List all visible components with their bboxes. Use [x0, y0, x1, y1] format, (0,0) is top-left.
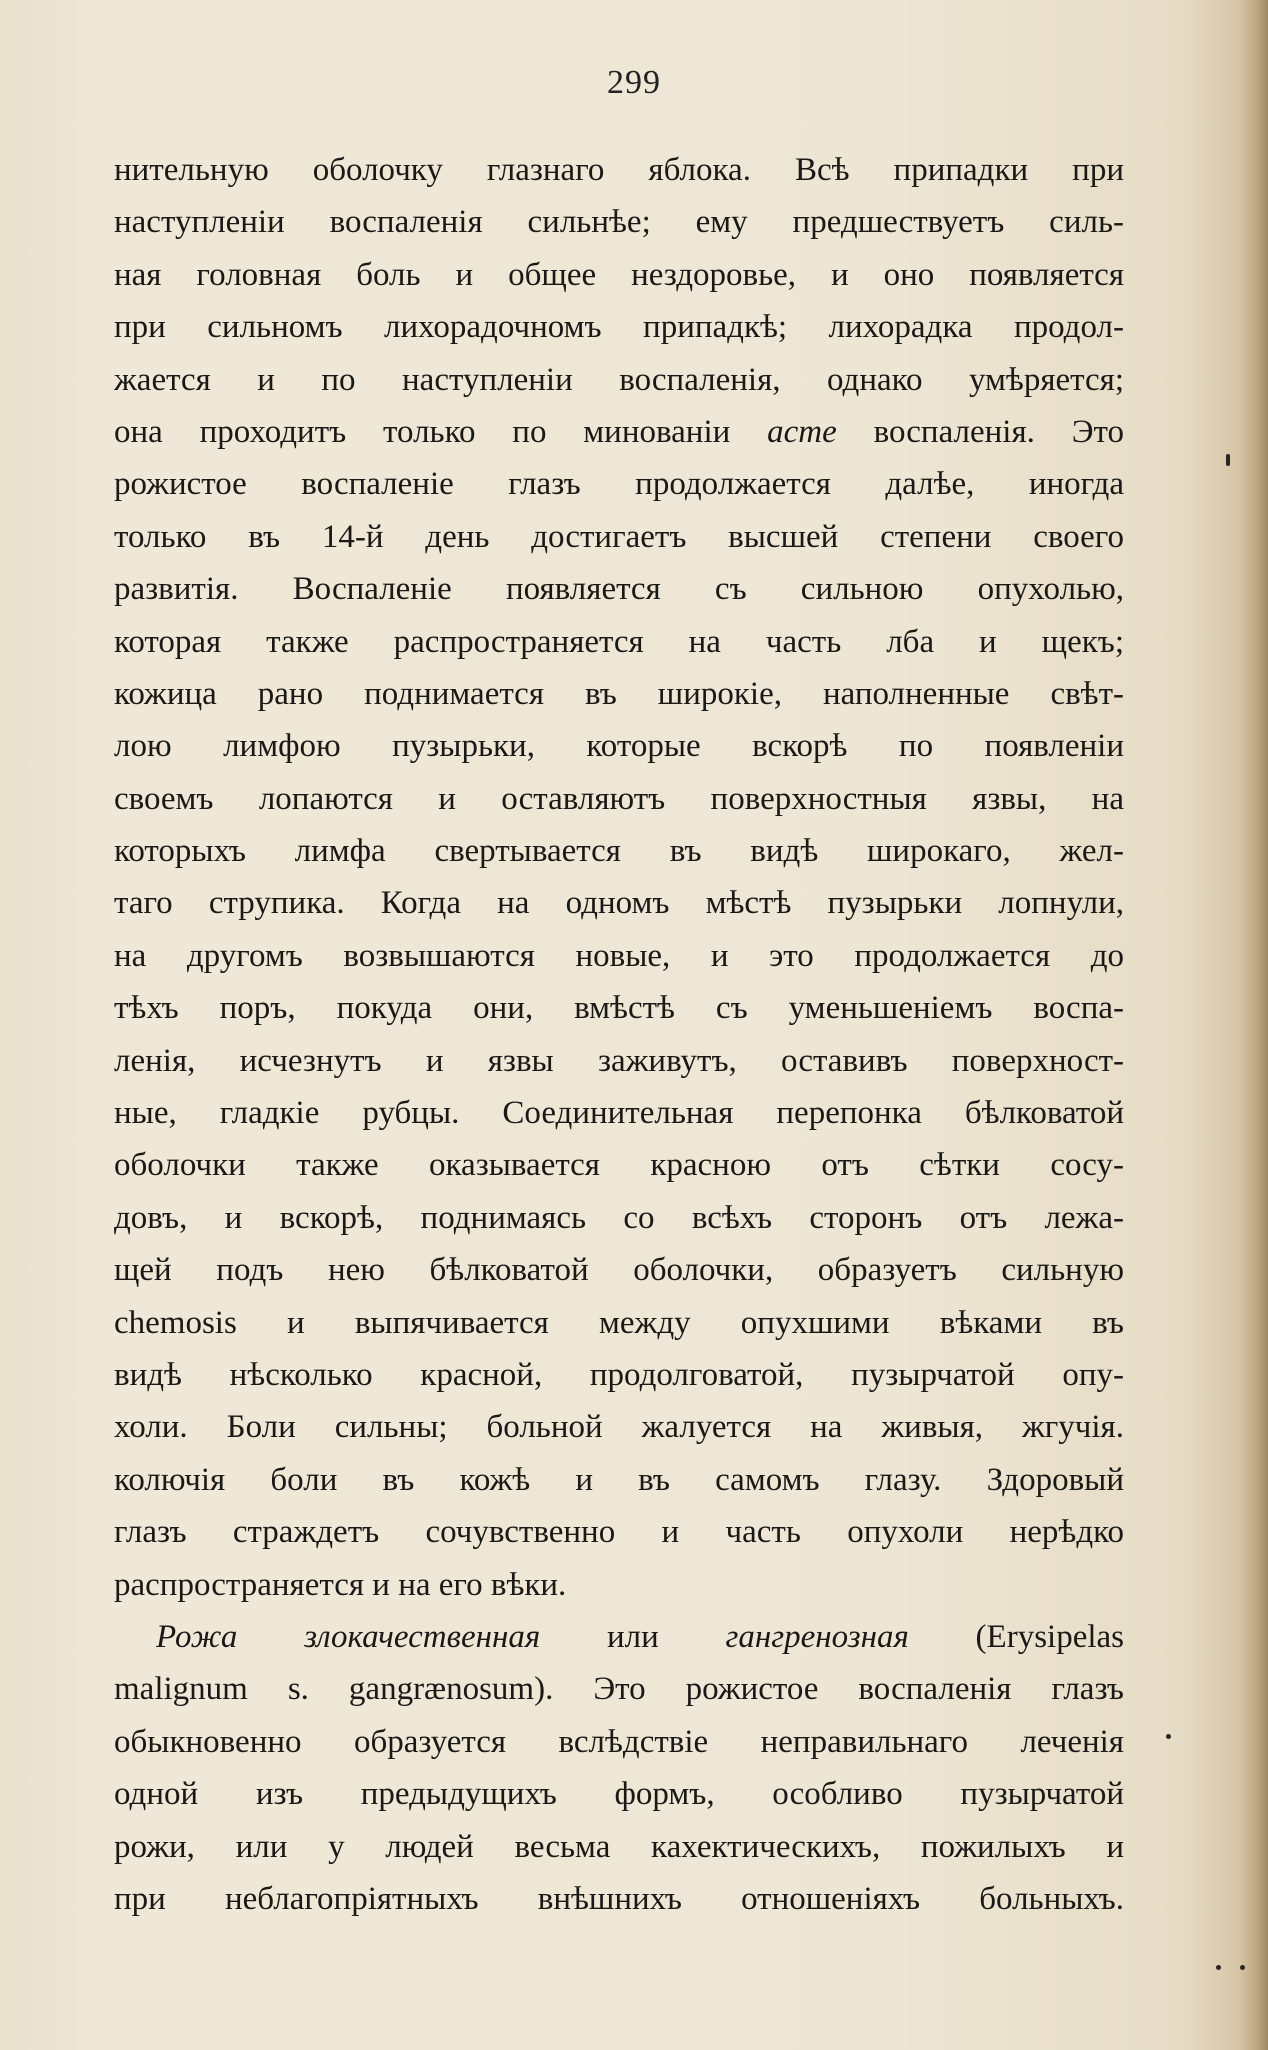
text-fragment: она проходитъ только по минованіи: [114, 413, 768, 450]
text-line: которая также распространяется на часть лба и щекъ;: [114, 623, 1124, 660]
text-line: жается и по наступленіи воспаленія, однако умѣряется;: [114, 361, 1124, 398]
italic-term: Рожа злокачественная: [156, 1618, 541, 1655]
text-line: глазъ страждетъ сочувственно и часть опухоли нерѣдко: [114, 1514, 1124, 1551]
text-line: рожи, или у людей весьма кахектическихъ, пожилыхъ и: [114, 1828, 1124, 1865]
margin-mark: [1226, 454, 1230, 466]
text-line: нительную оболочку глазнаго яблока. Всѣ припадки при: [114, 152, 1124, 188]
text-line: кожица рано поднимается въ широкіе, наполненные свѣт-: [114, 675, 1124, 712]
text-line: которыхъ лимфа свертывается въ видѣ широкаго, жел-: [114, 833, 1124, 870]
text-fragment: воспаленія. Это: [836, 413, 1124, 450]
italic-term: acme: [767, 413, 837, 450]
text-line: malignum s. gangrænosum). Это рожистое воспаленія глазъ: [114, 1671, 1124, 1708]
text-line: [114, 1611, 1124, 1663]
text-fragment: или: [540, 1618, 726, 1655]
text-line: при неблагопріятныхъ внѣшнихъ отношеніяхъ больныхъ.: [114, 1880, 1124, 1917]
page-number: 299: [607, 64, 661, 101]
text-line: на другомъ возвышаются новые, и это продолжается до: [114, 937, 1124, 974]
text-line: распространяется и на его вѣки.: [114, 1566, 567, 1603]
text-line: довъ, и вскорѣ, поднимаясь со всѣхъ сторонъ отъ лежа-: [114, 1199, 1124, 1236]
margin-mark: [1240, 1965, 1245, 1970]
text-line: видѣ нѣсколько красной, продолговатой, пузырчатой опу-: [114, 1356, 1124, 1393]
text-line: ные, гладкіе рубцы. Соединительная перепонка бѣлковатой: [114, 1095, 1124, 1132]
text-line: ленія, исчезнутъ и язвы заживутъ, оставивъ поверхност-: [114, 1042, 1124, 1079]
margin-mark: [1216, 1965, 1221, 1970]
text-line: [114, 406, 1124, 458]
italic-term: гангренозная: [725, 1618, 909, 1655]
text-line: тѣхъ поръ, покуда они, вмѣстѣ съ уменьшеніемъ воспа-: [114, 990, 1124, 1027]
page-edge-shadow: [1240, 0, 1268, 2050]
margin-mark: [1166, 1734, 1171, 1739]
text-line: холи. Боли сильны; больной жалуется на живыя, жгучія.: [114, 1409, 1124, 1446]
text-line: колючія боли въ кожѣ и въ самомъ глазу. Здоровый: [114, 1461, 1124, 1498]
text-line: своемъ лопаются и оставляютъ поверхностныя язвы, на: [114, 780, 1124, 817]
text-line: рожистое воспаленіе глазъ продолжается далѣе, иногда: [114, 466, 1124, 503]
text-line: таго струпика. Когда на одномъ мѣстѣ пузырьки лопнули,: [114, 885, 1124, 922]
text-line: обыкновенно образуется вслѣдствіе неправильнаго леченія: [114, 1723, 1124, 1760]
text-line: одной изъ предыдущихъ формъ, особливо пузырчатой: [114, 1776, 1124, 1813]
text-line: наступленіи воспаленія сильнѣе; ему предшествуетъ силь-: [114, 204, 1124, 241]
text-line: ная головная боль и общее нездоровье, и оно появляется: [114, 256, 1124, 293]
text-line: лою лимфою пузырьки, которые вскорѣ по появленіи: [114, 728, 1124, 765]
text-line: оболочки также оказывается красною отъ сѣтки сосу-: [114, 1147, 1124, 1184]
body-text: [114, 144, 1124, 1925]
text-line: только въ 14-й день достигаетъ высшей степени своего: [114, 518, 1124, 555]
text-line: развитія. Воспаленіе появляется съ сильною опухолью,: [114, 571, 1124, 608]
text-line: chemosis и выпячивается между опухшими вѣками въ: [114, 1304, 1124, 1341]
text-line: щей подъ нею бѣлковатой оболочки, образуетъ сильную: [114, 1252, 1124, 1289]
text-line: при сильномъ лихорадочномъ припадкѣ; лихорадка продол-: [114, 309, 1124, 346]
text-fragment: (Erysipelas: [908, 1618, 1124, 1655]
